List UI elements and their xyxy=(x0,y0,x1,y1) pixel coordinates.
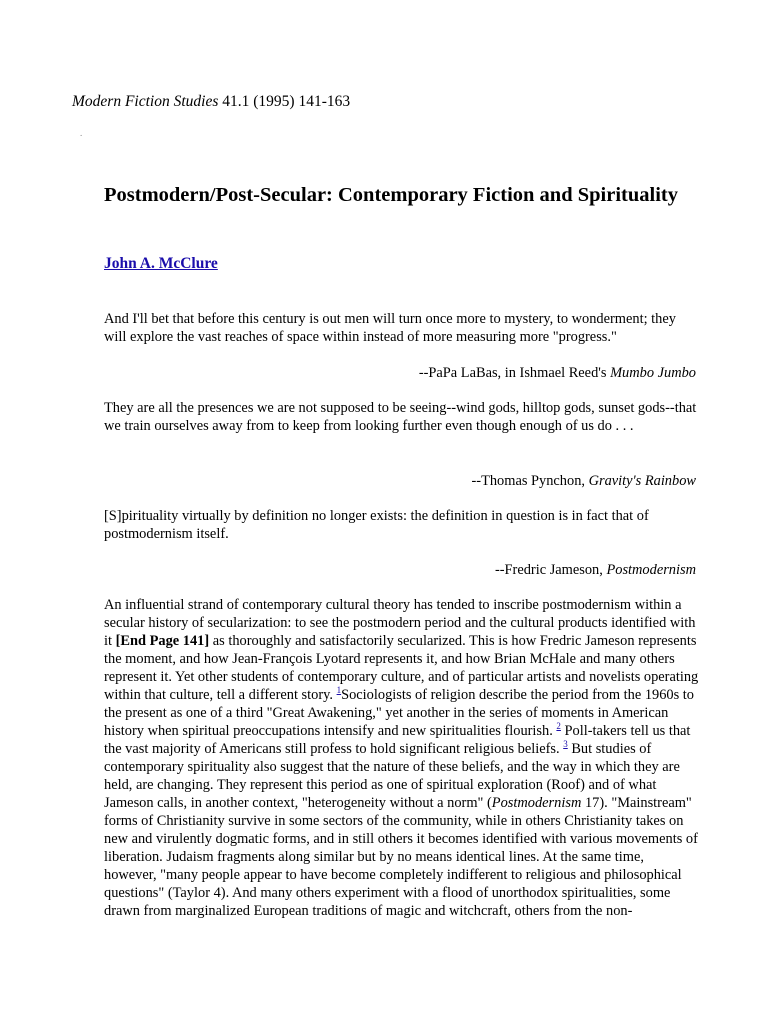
epigraph-3-author: --Fredric Jameson, xyxy=(494,562,607,578)
epigraph-3-text: [S]pirituality virtually by definition no longer exists: the definition in question is in fact that of postmodernism itself. xyxy=(104,508,649,542)
author-link[interactable]: John A. McClure xyxy=(104,255,218,272)
citation-details: 41.1 (1995) 141-163 xyxy=(218,93,351,110)
epigraph-1-work: Mumbo Jumbo xyxy=(610,365,696,381)
epigraph-3-work: Postmodernism xyxy=(606,562,696,578)
body-segment: Poll-takers tell us that the vast majority of Americans still profess to hold significant religious beliefs. xyxy=(104,723,691,757)
cited-work: Postmodernism xyxy=(491,795,582,811)
body-segment: 17). "Mainstream" forms of Christianity survive in some sectors of the community, while in others Christianity takes on new and virulently dogmatic forms, and in still others it becomes identified with various movements of liberation. Judaism fragments along similar but by no means identical lines. At the same time, however, "many people appear to have become completely indifferent to religious and philosophical questions" (Taylor 4). And many others experiment with a flood of unorthodox spiritualities, some drawn from marginalized European traditions of magic and witchcraft, others from the non- xyxy=(104,795,698,919)
article-title: Postmodern/Post-Secular: Contemporary Fiction and Spirituality xyxy=(104,184,678,206)
body-segment: Sociologists of religion describe the period from the 1960s to the present as one of a third "Great Awakening," yet another in the series of moments in American history when spiritual preoccupations intensify and new spiritualities flourish. xyxy=(104,687,695,739)
body-segment: An influential strand of contemporary cultural theory has tended to inscribe postmodernism within a secular history of secularization: to see the postmodern period and the cultural products identified with it xyxy=(104,597,696,649)
page-marker: [End Page 141] xyxy=(115,633,210,649)
epigraph-3-attribution xyxy=(495,561,696,579)
epigraph-1-attribution xyxy=(419,364,696,382)
epigraph-2-author: --Thomas Pynchon, xyxy=(471,473,589,489)
journal-name: Modern Fiction Studies xyxy=(72,93,219,110)
epigraph-2-text: They are all the presences we are not supposed to be seeing--wind gods, hilltop gods, sunset gods--that we train ourselves away from to keep from looking further even though enough of us do . . . xyxy=(104,400,697,434)
journal-citation xyxy=(72,93,350,111)
footnote-link-2[interactable]: 2 xyxy=(556,721,561,732)
epigraph-2-work: Gravity's Rainbow xyxy=(588,473,696,489)
epigraph-1-text: And I'll bet that before this century is out men will turn once more to mystery, to wonderment; they will explore the vast reaches of space within instead of more measuring more "progress." xyxy=(104,311,676,345)
epigraph-1-author: --PaPa LaBas, in Ishmael Reed's xyxy=(418,365,611,381)
body-segment: But studies of contemporary spirituality also suggest that the nature of these beliefs, and the way in which they are held, are changing. They represent this period as one of spiritual exploration (Roof) and of what Jameson calls, in another context, "heterogeneity without a norm" ( xyxy=(104,741,680,811)
epigraph-2-attribution xyxy=(471,472,696,490)
stray-mark: . xyxy=(80,128,83,138)
body-segment: as thoroughly and satisfactorily secularized. This is how Fredric Jameson represents the moment, and how Jean-François Lyotard represents it, and how Brian McHale and many others represent it. Yet other students of contemporary culture, and of particular artists and novelists operating within that culture, tell a different story. xyxy=(104,633,699,703)
footnote-link-3[interactable]: 3 xyxy=(563,739,568,750)
footnote-link-1[interactable]: 1 xyxy=(336,685,342,696)
body-paragraph xyxy=(104,596,700,920)
